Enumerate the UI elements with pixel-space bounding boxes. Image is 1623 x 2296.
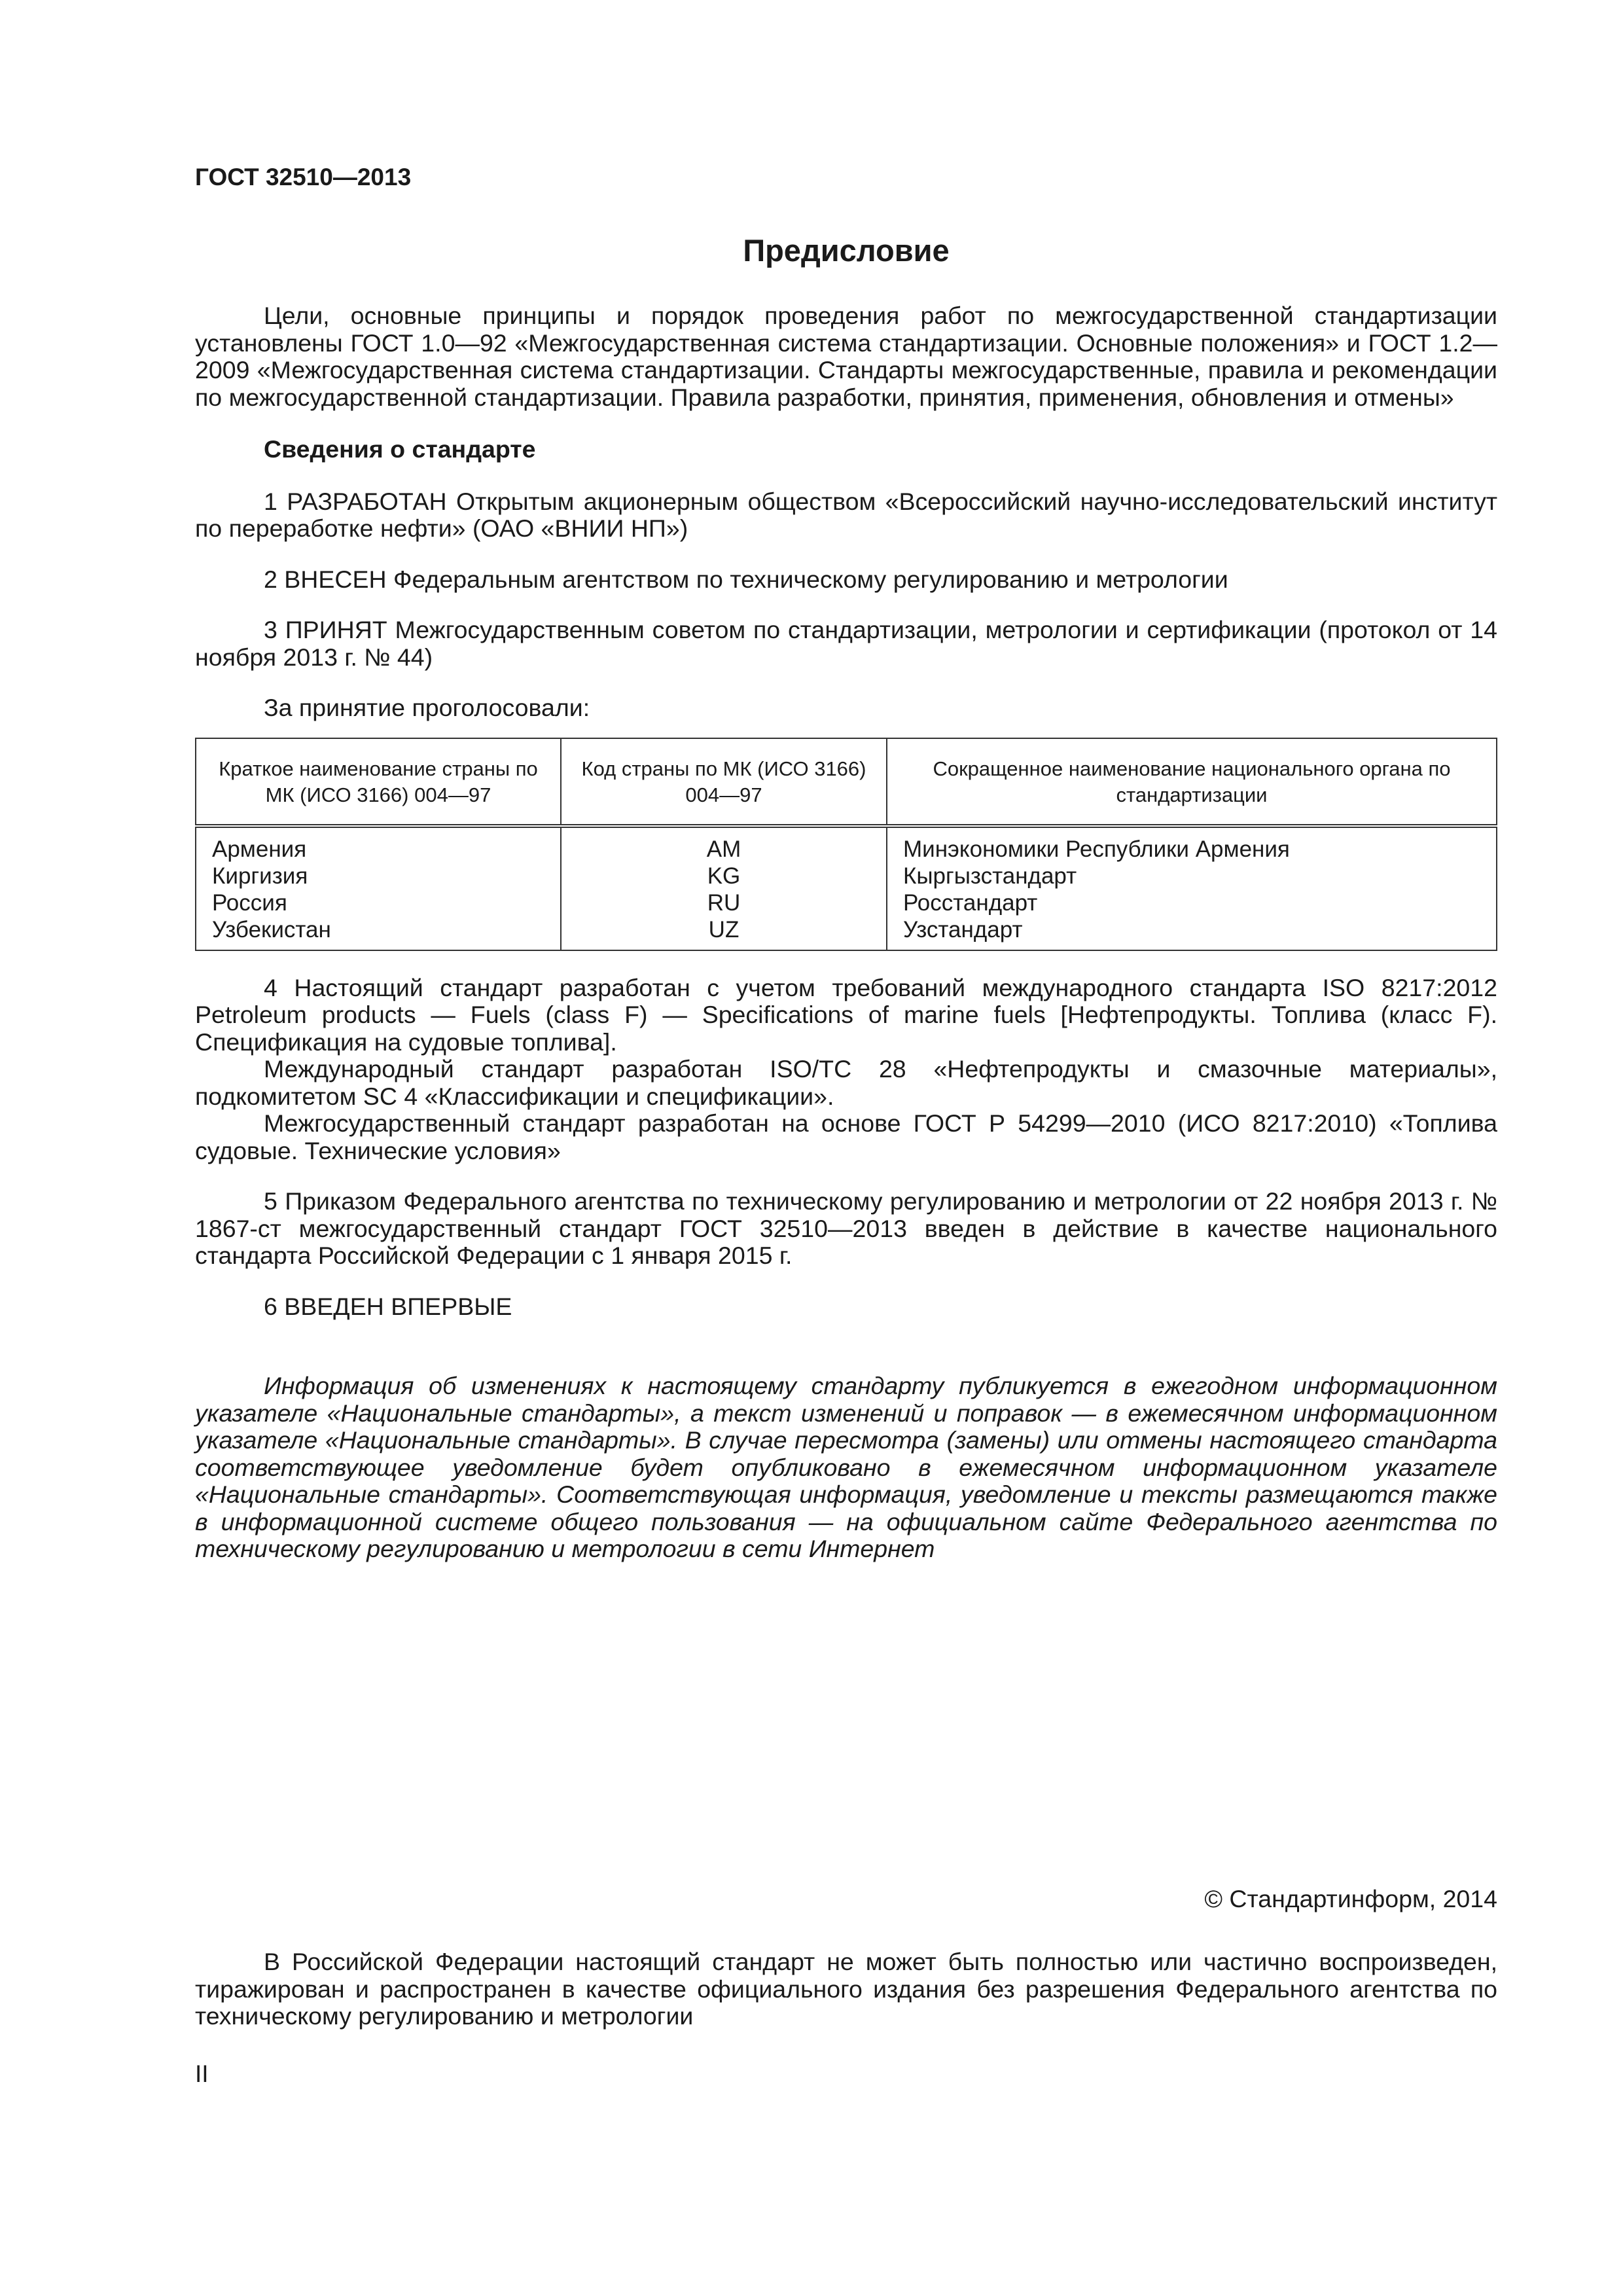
country-cell (196, 826, 561, 950)
intro-paragraph: Цели, основные принципы и порядок проведения работ по межгосударственной стандартизации установлены ГОСТ 1.0—92 «Межгосударственная система стандартизации. Основные положения» и ГОСТ 1.2—2009 «Межгосударственная система стандартизации. Стандарты межгосударственные, правила и рекомендации по межгосударственной стандартизации. Правила разработки, принятия, применения, обновления и отмены» (195, 302, 1497, 411)
page-title: Предисловие (743, 233, 950, 268)
voting-table (195, 738, 1497, 951)
standards-body: Минэкономики Республики Армения (903, 836, 1290, 862)
table-row (196, 826, 1497, 950)
country-name: Узбекистан (212, 916, 331, 942)
country-code: UZ (708, 916, 740, 942)
code-cell (561, 826, 887, 950)
item-adopted: 3 ПРИНЯТ Межгосударственным советом по стандартизации, метрологии и сертификации (протокол от 14 ноября 2013 г. № 44) (195, 616, 1497, 671)
country-name: Россия (212, 889, 287, 916)
table-header-row (196, 738, 1497, 826)
item-first-introduced: 6 ВВЕДЕН ВПЕРВЫЕ (264, 1292, 512, 1320)
vote-intro: За принятие проголосовали: (264, 694, 590, 721)
country-name: Киргизия (212, 863, 308, 889)
document-page (195, 0, 1497, 2296)
col-country-header: Краткое наименование страны по МК (ИСО 3166) 004—97 (196, 738, 561, 826)
changes-notice (195, 1372, 1497, 1563)
copyright: © Стандартинформ, 2014 (1204, 1885, 1497, 1912)
legal-notice: В Российской Федерации настоящий стандарт не может быть полностью или частично воспроизведен, тиражирован и распространен в качестве официального издания без разрешения Федерального агентства по техническому регулированию и метрологии (195, 1948, 1497, 2030)
item-enacted: 5 Приказом Федерального агентства по техническому регулированию и метрологии от 22 ноября 2013 г. № 1867-ст межгосударственный стандарт ГОСТ 32510—2013 введен в действие в качестве национального стандарта Российской Федерации с 1 января 2015 г. (195, 1187, 1497, 1269)
col-code-header: Код страны по МК (ИСО 3166) 004—97 (561, 738, 887, 826)
col-body-header: Сокращенное наименование национального органа по стандартизации (887, 738, 1497, 826)
item-iso-committee: Международный стандарт разработан ISO/TC 28 «Нефтепродукты и смазочные материалы», подкомитетом SC 4 «Классификации и спецификации». (195, 1055, 1497, 1110)
country-name: Армения (212, 836, 307, 862)
item-developed: 1 РАЗРАБОТАН Открытым акционерным обществом «Всероссийский научно-исследовательский институт по переработке нефти» (ОАО «ВНИИ НП») (195, 487, 1497, 542)
item-introduced: 2 ВНЕСЕН Федеральным агентством по техническому регулированию и метрологии (264, 565, 1228, 593)
document-code: ГОСТ 32510—2013 (195, 164, 412, 190)
standards-body: Кыргызстандарт (903, 863, 1077, 889)
page-number: II (195, 2060, 209, 2087)
standard-info-heading: Сведения о стандарте (264, 435, 536, 463)
item-based-on-gost: Межгосударственный стандарт разработан на основе ГОСТ Р 54299—2010 (ИСО 8217:2010) «Топлива судовые. Технические условия» (195, 1109, 1497, 1164)
country-code: AM (706, 836, 741, 862)
body-cell (887, 826, 1497, 950)
preface-body (195, 302, 1497, 1563)
standards-body: Росстандарт (903, 889, 1038, 916)
changes-notice-text: Информация об изменениях к настоящему стандарту публикуется в ежегодном информационном указателе «Национальные стандарты», а текст изменений и поправок — в ежемесячном информационном указателе «Национальные стандарты». В случае пересмотра (замены) или отмены настоящего стандарта соответствующее уведомление будет опубликовано в ежемесячном информационном указателе «Национальные стандарты». Соответствующая информация, уведомление и тексты размещаются также в информационной системе общего пользования — на официальном сайте Федерального агентства по техническому регулированию и метрологии в сети Интернет (195, 1372, 1497, 1562)
item-based-on-iso: 4 Настоящий стандарт разработан с учетом требований международного стандарта ISO 8217:2012 Petroleum products — Fuels (class F) — Specifications of marine fuels [Нефтепродукты. Топлива (класс F). Спецификация на судовые топлива]. (195, 973, 1497, 1056)
country-code: RU (707, 889, 741, 916)
standards-body: Узстандарт (903, 916, 1023, 942)
country-code: KG (707, 863, 741, 889)
